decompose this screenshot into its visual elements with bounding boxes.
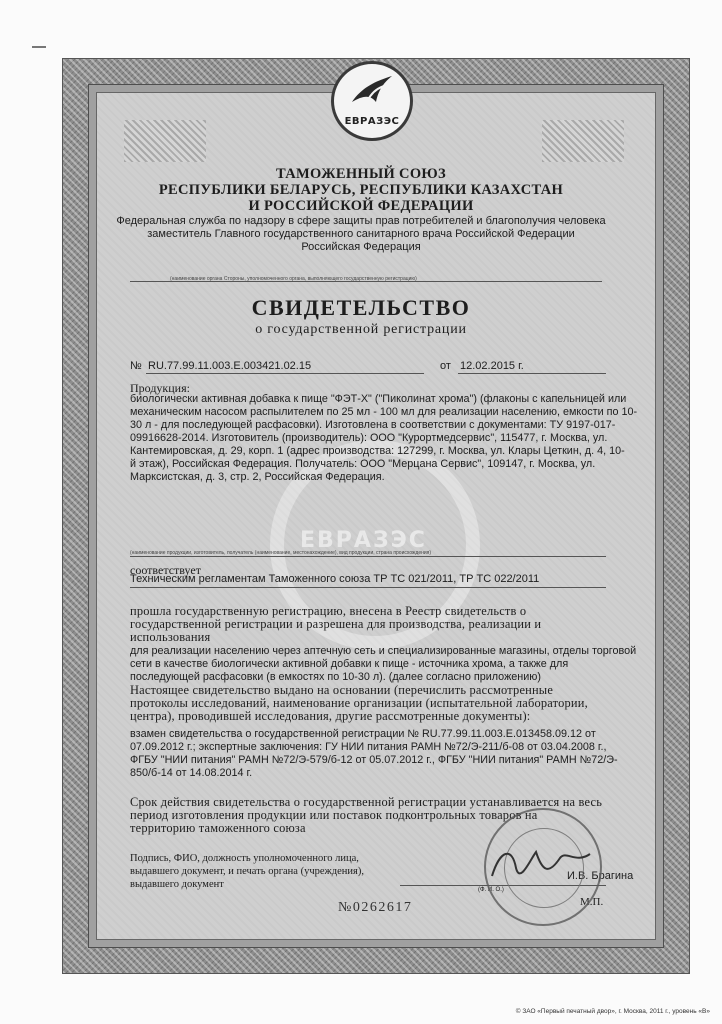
printer-footer: © ЗАО «Первый печатный двор», г. Москва, 2011 г., уровень «В»	[515, 1008, 710, 1015]
number-label: №	[130, 360, 142, 372]
usage-line: сети в качестве биологически активной добавки к пище - источника хрома, а также для	[130, 658, 569, 670]
registration-line: государственной регистрации и разрешена для производства, реализации и	[130, 617, 542, 631]
signature-caption: выдавшего документ, и печать органа (учреждения),	[130, 866, 364, 877]
product-line: Кантемировская, д. 29, корп. 1 (адрес производства: 127299, г. Москва, ул. Клары Цеткин, д. 4, 10-	[130, 445, 625, 457]
basis-line: протоколы исследований, наименование организации (испытательной лаборатории,	[130, 696, 588, 710]
basis-detail: ФГБУ "НИИ питания" РАМН №72/Э-579/б-12 от 05.07.2012 г., ФГБУ "НИИ питания" РАМН №72/Э-	[130, 754, 618, 766]
signer-name: И.В. Брагина	[567, 870, 634, 882]
usage-line: для реализации населению через аптечную сеть и специализированные магазины, отделы торговой	[130, 645, 637, 657]
eurasec-logo	[331, 61, 413, 141]
basis-detail: 07.09.2012 г.; экспертные заключения: ГУ НИИ питания РАМН №72/Э-211/б-08 от 03.04.2008 г.,	[130, 741, 607, 753]
mp-label: М.П.	[580, 896, 604, 908]
product-line: й этаж), Российская Федерация. Получатель: ООО "Мерцана Сервис", 109147, г. Москва, ул.	[130, 458, 596, 470]
header-line-1: ТАМОЖЕННЫЙ СОЮЗ	[276, 166, 446, 182]
usage-line: последующей расфасовки (в емкостях по 10-30 л). (далее согласно приложению)	[130, 671, 541, 683]
product-line: механическим насосом распылителем по 25 мл - 100 мл для реализации населению, емкости по 10-	[130, 406, 638, 418]
authority-line-1: Федеральная служба по надзору в сфере защиты прав потребителей и благополучия человека	[116, 215, 606, 227]
signer-caption: (Ф. И. О.)	[478, 887, 504, 893]
scan-mark	[32, 46, 46, 48]
header-line-2: РЕСПУБЛИКИ БЕЛАРУСЬ, РЕСПУБЛИКИ КАЗАХСТАН	[158, 182, 564, 198]
authority-line-2: заместитель Главного государственного санитарного врача Российской Федерации	[147, 228, 575, 240]
date-underline	[458, 373, 606, 374]
date-label: от	[440, 360, 451, 372]
eagle-icon	[348, 72, 398, 112]
signature-caption: Подпись, ФИО, должность уполномоченного лица,	[130, 853, 359, 864]
product-line: Марксистская, д. 3, стр. 2, Российская Федерация.	[130, 471, 385, 483]
registration-line: прошла государственную регистрацию, внесена в Реестр свидетельств о	[130, 604, 527, 618]
signature-scribble-icon	[486, 840, 596, 890]
conformity-text: Техническим регламентам Таможенного союза ТР ТС 021/2011, ТР ТС 022/2011	[130, 573, 540, 585]
serial-number: №0262617	[338, 900, 413, 915]
document-subtitle: о государственной регистрации	[255, 322, 467, 337]
validity-line: территорию таможенного союза	[130, 821, 306, 835]
conformity-label: соответствует	[130, 563, 201, 577]
basis-line: центра), проводившей исследования, другие рассмотренные документы):	[130, 709, 531, 723]
product-underline	[130, 556, 606, 557]
registration-date: 12.02.2015 г.	[460, 360, 524, 372]
basis-detail: 850/б-14 от 14.08.2014 г.	[130, 767, 253, 779]
product-label: Продукция:	[130, 381, 190, 395]
watermark-text: ЕВРАЗЭС	[300, 528, 427, 553]
basis-line: Настоящее свидетельство выдано на основании (перечислить рассмотренные	[130, 683, 554, 697]
validity-line: период изготовления продукции или поставок подконтрольных товаров на	[130, 808, 538, 822]
header-line-3: И РОССИЙСКОЙ ФЕДЕРАЦИИ	[248, 198, 474, 214]
authority-line-3: Российская Федерация	[301, 241, 421, 253]
logo-text: ЕВРАЗЭС	[344, 116, 400, 127]
authority-caption: (наименование органа Стороны, уполномоченного органа, выполняющего государственную регистрацию)	[170, 276, 417, 282]
document-title: СВИДЕТЕЛЬСТВО	[251, 295, 471, 320]
product-caption: (наименование продукции, изготовитель, получатель (наименование, местонахождение), вид продукции, страна происхождения)	[130, 550, 432, 556]
product-line: 09916628-2014. Изготовитель (производитель): ООО "Курортмедсервис", 115477, г. Москва, ул.	[130, 432, 608, 444]
validity-line: Срок действия свидетельства о государственной регистрации устанавливается на весь	[130, 795, 603, 809]
product-line: 30 л - для последующей расфасовки). Изготовлена в соответствии с документами: ТУ 9197-017-	[130, 419, 616, 431]
product-line: биологически активная добавка к пище "ФЭТ-Х" ("Пиколинат хрома") (флаконы с капельницей или	[130, 393, 627, 405]
conformity-underline	[130, 587, 606, 588]
registration-line: использования	[130, 630, 211, 644]
registration-number: RU.77.99.11.003.E.003421.02.15	[148, 360, 312, 372]
number-underline	[146, 373, 424, 374]
decor-pattern-right	[542, 120, 624, 162]
decor-pattern-left	[124, 120, 206, 162]
signature-caption: выдавшего документ	[130, 879, 224, 890]
basis-detail: взамен свидетельства о государственной регистрации № RU.77.99.11.003.E.013458.09.12 от	[130, 728, 596, 740]
